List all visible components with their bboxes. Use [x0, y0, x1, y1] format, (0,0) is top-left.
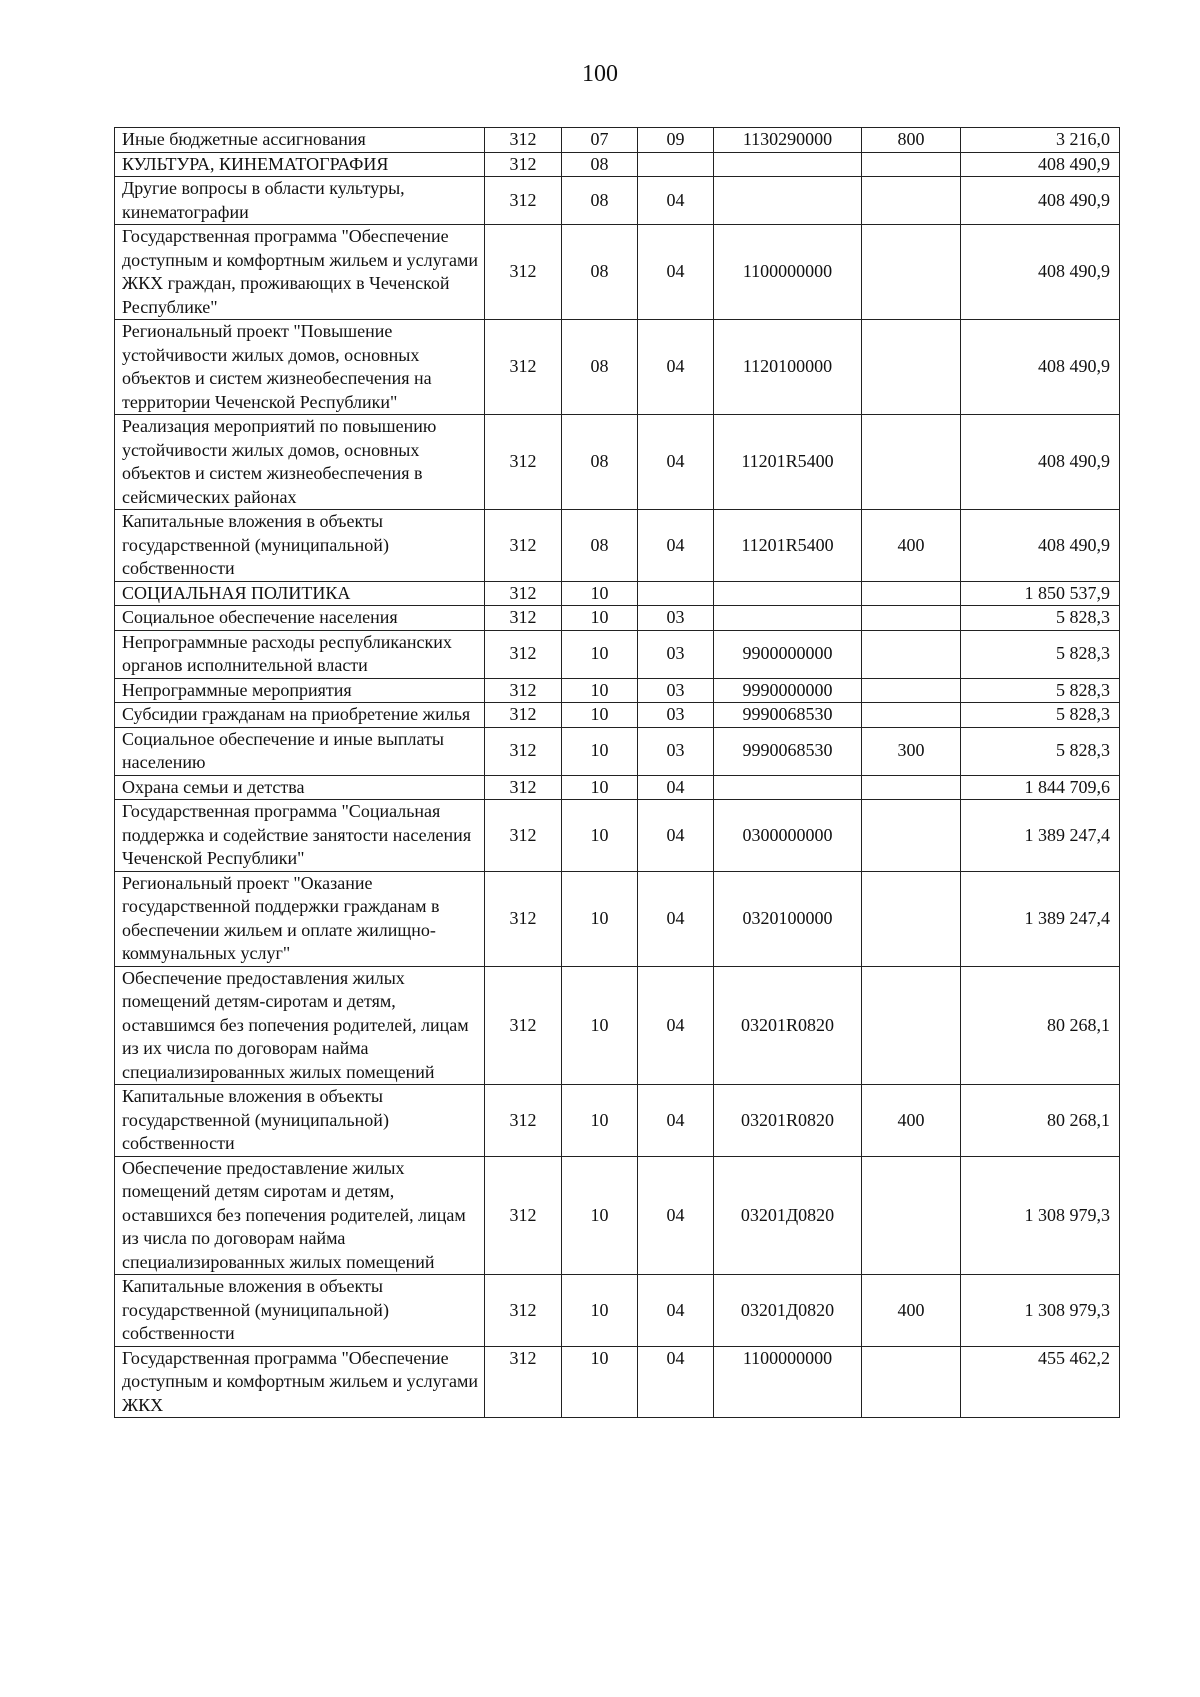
row-target-code: 9990068530 [714, 703, 862, 728]
table-row [115, 1346, 1120, 1418]
row-ministry-code: 312 [485, 966, 562, 1085]
row-name: Другие вопросы в области культуры, кинематографии [115, 177, 485, 225]
row-target-code: 1100000000 [714, 1346, 862, 1418]
row-ministry-code: 312 [485, 606, 562, 631]
row-section-code: 08 [562, 510, 638, 582]
row-target-code: 0320100000 [714, 871, 862, 966]
row-expense-type-code [862, 581, 961, 606]
row-subsection-code: 03 [638, 703, 714, 728]
row-expense-type-code [862, 800, 961, 872]
row-subsection-code: 04 [638, 1275, 714, 1347]
row-name: Непрограммные расходы республиканских органов исполнительной власти [115, 630, 485, 678]
row-section-code: 10 [562, 800, 638, 872]
row-subsection-code: 04 [638, 1346, 714, 1418]
row-name: Государственная программа "Обеспечение доступным и комфортным жильем и услугами ЖКХ [115, 1346, 485, 1418]
row-name: Субсидии гражданам на приобретение жилья [115, 703, 485, 728]
row-amount: 5 828,3 [961, 703, 1120, 728]
row-expense-type-code [862, 703, 961, 728]
table-row [115, 775, 1120, 800]
row-ministry-code: 312 [485, 871, 562, 966]
table-row [115, 1156, 1120, 1275]
row-subsection-code: 04 [638, 775, 714, 800]
row-expense-type-code [862, 966, 961, 1085]
row-target-code [714, 606, 862, 631]
row-amount: 5 828,3 [961, 678, 1120, 703]
row-target-code: 1130290000 [714, 128, 862, 153]
row-expense-type-code: 400 [862, 1275, 961, 1347]
row-ministry-code: 312 [485, 581, 562, 606]
row-expense-type-code: 400 [862, 510, 961, 582]
row-ministry-code: 312 [485, 727, 562, 775]
row-section-code: 10 [562, 1346, 638, 1418]
row-subsection-code: 04 [638, 800, 714, 872]
row-ministry-code: 312 [485, 320, 562, 415]
row-name: Региональный проект "Повышение устойчивости жилых домов, основных объектов и систем жизнеобеспечения на территории Чеченской Республики" [115, 320, 485, 415]
table-row [115, 703, 1120, 728]
row-name: Государственная программа "Обеспечение доступным и комфортным жильем и услугами ЖКХ граждан, проживающих в Чеченской Республике" [115, 225, 485, 320]
row-amount: 408 490,9 [961, 177, 1120, 225]
row-ministry-code: 312 [485, 177, 562, 225]
row-subsection-code: 04 [638, 320, 714, 415]
table-row [115, 966, 1120, 1085]
row-expense-type-code [862, 775, 961, 800]
row-expense-type-code [862, 177, 961, 225]
row-subsection-code: 04 [638, 1156, 714, 1275]
row-target-code: 1100000000 [714, 225, 862, 320]
row-subsection-code [638, 581, 714, 606]
row-subsection-code: 03 [638, 630, 714, 678]
row-expense-type-code: 300 [862, 727, 961, 775]
row-subsection-code: 09 [638, 128, 714, 153]
row-ministry-code: 312 [485, 1275, 562, 1347]
row-name: Непрограммные мероприятия [115, 678, 485, 703]
row-ministry-code: 312 [485, 1156, 562, 1275]
row-section-code: 10 [562, 871, 638, 966]
row-expense-type-code: 800 [862, 128, 961, 153]
budget-table-body [115, 128, 1120, 1418]
row-name: Государственная программа "Социальная поддержка и содействие занятости населения Чеченской Республики" [115, 800, 485, 872]
row-subsection-code: 03 [638, 727, 714, 775]
row-ministry-code: 312 [485, 415, 562, 510]
row-amount: 80 268,1 [961, 966, 1120, 1085]
table-row [115, 510, 1120, 582]
row-target-code: 11201R5400 [714, 510, 862, 582]
table-row [115, 128, 1120, 153]
row-target-code: 11201R5400 [714, 415, 862, 510]
row-subsection-code: 04 [638, 966, 714, 1085]
row-name: Капитальные вложения в объекты государственной (муниципальной) собственности [115, 1275, 485, 1347]
row-subsection-code: 04 [638, 1085, 714, 1157]
row-target-code: 9990068530 [714, 727, 862, 775]
page-number: 100 [582, 61, 618, 87]
row-target-code: 03201Д0820 [714, 1156, 862, 1275]
table-row [115, 177, 1120, 225]
row-subsection-code: 04 [638, 415, 714, 510]
budget-table [114, 127, 1120, 1418]
table-row [115, 1085, 1120, 1157]
row-target-code [714, 581, 862, 606]
row-expense-type-code [862, 320, 961, 415]
row-subsection-code [638, 152, 714, 177]
table-row [115, 581, 1120, 606]
row-ministry-code: 312 [485, 630, 562, 678]
row-section-code: 10 [562, 606, 638, 631]
row-target-code: 9900000000 [714, 630, 862, 678]
row-target-code: 03201Д0820 [714, 1275, 862, 1347]
row-section-code: 10 [562, 1275, 638, 1347]
row-ministry-code: 312 [485, 225, 562, 320]
row-section-code: 10 [562, 775, 638, 800]
row-name: Социальное обеспечение и иные выплаты населению [115, 727, 485, 775]
row-amount: 408 490,9 [961, 152, 1120, 177]
row-amount: 1 308 979,3 [961, 1156, 1120, 1275]
row-name: Реализация мероприятий по повышению устойчивости жилых домов, основных объектов и систем жизнеобеспечения в сейсмических районах [115, 415, 485, 510]
table-row [115, 320, 1120, 415]
row-expense-type-code [862, 152, 961, 177]
row-section-code: 10 [562, 581, 638, 606]
row-ministry-code: 312 [485, 128, 562, 153]
row-name: Охрана семьи и детства [115, 775, 485, 800]
row-subsection-code: 04 [638, 871, 714, 966]
table-row [115, 871, 1120, 966]
table-row [115, 800, 1120, 872]
row-subsection-code: 04 [638, 510, 714, 582]
row-name: Обеспечение предоставления жилых помещений детям-сиротам и детям, оставшимся без попечения родителей, лицам из их числа по договорам найма специализированных жилых помещений [115, 966, 485, 1085]
row-amount: 1 844 709,6 [961, 775, 1120, 800]
row-name: Капитальные вложения в объекты государственной (муниципальной) собственности [115, 1085, 485, 1157]
table-row [115, 415, 1120, 510]
row-section-code: 07 [562, 128, 638, 153]
row-amount: 1 389 247,4 [961, 800, 1120, 872]
row-target-code: 9990000000 [714, 678, 862, 703]
row-amount: 455 462,2 [961, 1346, 1120, 1418]
row-ministry-code: 312 [485, 678, 562, 703]
row-amount: 80 268,1 [961, 1085, 1120, 1157]
row-name: КУЛЬТУРА, КИНЕМАТОГРАФИЯ [115, 152, 485, 177]
row-section-code: 08 [562, 415, 638, 510]
row-subsection-code: 04 [638, 225, 714, 320]
row-expense-type-code [862, 678, 961, 703]
row-amount: 408 490,9 [961, 320, 1120, 415]
table-row [115, 678, 1120, 703]
row-amount: 5 828,3 [961, 606, 1120, 631]
row-section-code: 10 [562, 703, 638, 728]
row-target-code: 03201R0820 [714, 966, 862, 1085]
row-target-code: 1120100000 [714, 320, 862, 415]
row-subsection-code: 03 [638, 678, 714, 703]
row-amount: 1 850 537,9 [961, 581, 1120, 606]
row-name: СОЦИАЛЬНАЯ ПОЛИТИКА [115, 581, 485, 606]
row-amount: 3 216,0 [961, 128, 1120, 153]
row-ministry-code: 312 [485, 775, 562, 800]
row-section-code: 08 [562, 225, 638, 320]
row-ministry-code: 312 [485, 152, 562, 177]
row-name: Капитальные вложения в объекты государственной (муниципальной) собственности [115, 510, 485, 582]
row-section-code: 10 [562, 678, 638, 703]
row-name: Региональный проект "Оказание государственной поддержки гражданам в обеспечении жильем и оплате жилищно-коммунальных услуг" [115, 871, 485, 966]
row-target-code [714, 177, 862, 225]
row-expense-type-code [862, 225, 961, 320]
row-section-code: 10 [562, 630, 638, 678]
table-row [115, 225, 1120, 320]
row-amount: 408 490,9 [961, 225, 1120, 320]
row-ministry-code: 312 [485, 510, 562, 582]
row-amount: 5 828,3 [961, 727, 1120, 775]
row-amount: 1 308 979,3 [961, 1275, 1120, 1347]
row-section-code: 10 [562, 727, 638, 775]
row-expense-type-code [862, 630, 961, 678]
row-section-code: 10 [562, 1085, 638, 1157]
row-subsection-code: 04 [638, 177, 714, 225]
row-expense-type-code [862, 1346, 961, 1418]
table-row [115, 630, 1120, 678]
row-expense-type-code: 400 [862, 1085, 961, 1157]
row-amount: 408 490,9 [961, 510, 1120, 582]
row-ministry-code: 312 [485, 800, 562, 872]
row-section-code: 08 [562, 177, 638, 225]
row-ministry-code: 312 [485, 1346, 562, 1418]
row-ministry-code: 312 [485, 1085, 562, 1157]
table-row [115, 727, 1120, 775]
row-name: Иные бюджетные ассигнования [115, 128, 485, 153]
row-expense-type-code [862, 606, 961, 631]
row-target-code: 0300000000 [714, 800, 862, 872]
table-row [115, 1275, 1120, 1347]
row-section-code: 08 [562, 152, 638, 177]
row-target-code: 03201R0820 [714, 1085, 862, 1157]
row-name: Обеспечение предоставление жилых помещений детям сиротам и детям, оставшихся без попечения родителей, лицам из числа по договорам найма специализированных жилых помещений [115, 1156, 485, 1275]
row-amount: 1 389 247,4 [961, 871, 1120, 966]
row-expense-type-code [862, 415, 961, 510]
row-ministry-code: 312 [485, 703, 562, 728]
row-section-code: 10 [562, 1156, 638, 1275]
row-expense-type-code [862, 871, 961, 966]
table-row [115, 152, 1120, 177]
table-row [115, 606, 1120, 631]
row-amount: 408 490,9 [961, 415, 1120, 510]
row-section-code: 08 [562, 320, 638, 415]
row-target-code [714, 152, 862, 177]
row-subsection-code: 03 [638, 606, 714, 631]
row-amount: 5 828,3 [961, 630, 1120, 678]
row-name: Социальное обеспечение населения [115, 606, 485, 631]
row-section-code: 10 [562, 966, 638, 1085]
row-target-code [714, 775, 862, 800]
row-expense-type-code [862, 1156, 961, 1275]
